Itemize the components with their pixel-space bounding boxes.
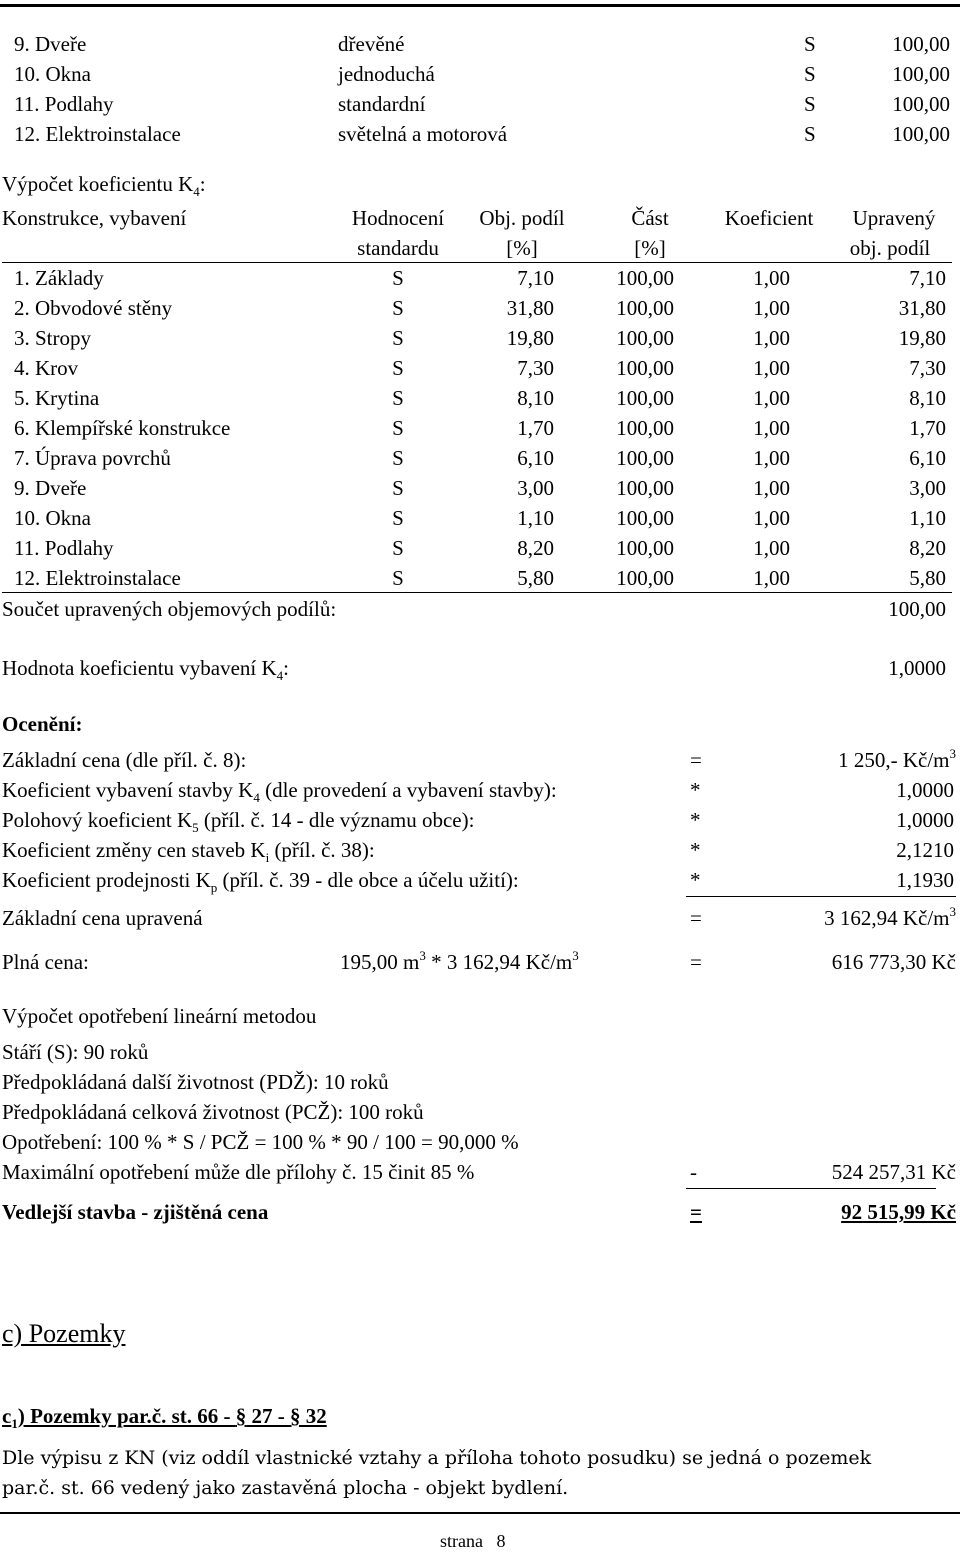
base-label: Základní cena (dle příl. č. 8): <box>2 748 247 772</box>
k4-row-adjusted: 6,10 <box>909 446 946 470</box>
k4-row-part: 100,00 <box>616 326 674 350</box>
k4-row-coefficient: 1,00 <box>753 326 790 350</box>
k4-row-share: 8,10 <box>517 386 554 410</box>
full-calc: 195,00 $m^3 * 3$ 162,94 $Kč/m^3$ <box>340 948 579 974</box>
k4-row-name: 7. Úprava povrchů <box>14 446 171 470</box>
full-label: Plná cena: <box>2 950 89 974</box>
k4-coef-value: 1,0000 <box>896 778 954 802</box>
k4-row-name: 11. Podlahy <box>14 536 114 560</box>
top-row-value: 100,00 <box>892 92 950 116</box>
k4-title: Výpočet koeficientu $K_4$: <box>2 172 206 200</box>
k4-row-adjusted: 1,10 <box>909 506 946 530</box>
section-subtitle: $c_1$) Pozemky par.č. st. 66 - § 27 - § 32 <box>2 1404 327 1432</box>
section-para-1: Dle výpisu z KN (viz oddíl vlastnické vztahy a příloha tohoto posudku) se jedná o pozemek <box>2 1447 872 1469</box>
k4-coef-label: Koeficient vybavení stavby $K_4$ (dle provedení a vybavení stavby): <box>2 778 557 806</box>
kp-coef-label: Koeficient prodejnosti $K_p$ (příl. č. 39 - dle obce a účelu užití): <box>2 868 519 896</box>
k4-row-coefficient: 1,00 <box>753 356 790 380</box>
top-row-type: standardní <box>338 92 426 116</box>
k4-row-adjusted: 3,00 <box>909 476 946 500</box>
k4-row-part: 100,00 <box>616 266 674 290</box>
header-adjusted-2: obj. podíl <box>849 236 931 260</box>
k5-coef-label: Polohový koeficient $K_5$ (příl. č. 14 - dle významu obce): <box>2 808 475 836</box>
k4-row-share: 8,20 <box>517 536 554 560</box>
top-row-type: jednoduchá <box>338 62 435 86</box>
k4-row-standard: S <box>392 536 404 560</box>
k4-row-coefficient: 1,00 <box>753 416 790 440</box>
adj-label: Základní cena upravená <box>2 906 203 930</box>
header-rule <box>2 262 952 263</box>
k4-row-standard: S <box>392 566 404 590</box>
valuation-title: Ocenění: <box>2 712 83 736</box>
adj-op: = <box>690 906 702 930</box>
k4-row-part: 100,00 <box>616 446 674 470</box>
k4-row-share: 3,00 <box>517 476 554 500</box>
kp-rule <box>686 896 956 897</box>
k4-row-coefficient: 1,00 <box>753 506 790 530</box>
k4-row-name: 12. Elektroinstalace <box>14 566 181 590</box>
k4-row-part: 100,00 <box>616 506 674 530</box>
k4-row-adjusted: 19,80 <box>898 326 946 350</box>
depr-remaining: Předpokládaná další životnost (PDŽ): 10 roků <box>2 1070 389 1094</box>
top-row-name: 9. Dveře <box>14 32 87 56</box>
top-border <box>0 4 960 7</box>
k4-row-standard: S <box>392 356 404 380</box>
top-row-value: 100,00 <box>892 122 950 146</box>
depr-max-label: Maximální opotřebení může dle přílohy č. 15 činit 85 % <box>2 1160 475 1184</box>
k4-row-coefficient: 1,00 <box>753 476 790 500</box>
header-adjusted-1: Upravený <box>852 206 936 230</box>
k4-row-name: 6. Klempířské konstrukce <box>14 416 231 440</box>
k4-row-coefficient: 1,00 <box>753 536 790 560</box>
base-op: = <box>690 748 702 772</box>
top-row-value: 100,00 <box>892 62 950 86</box>
k4-row-name: 3. Stropy <box>14 326 92 350</box>
k4-row-name: 1. Základy <box>14 266 104 290</box>
k4-row-share: 19,80 <box>506 326 554 350</box>
top-row-value: 100,00 <box>892 32 950 56</box>
header-part-1: Část <box>631 206 669 230</box>
ki-coef-op: * <box>690 838 701 862</box>
k4-row-name: 5. Krytina <box>14 386 100 410</box>
header-rating-1: Hodnocení <box>351 206 445 230</box>
depr-total: Předpokládaná celková životnost (PCŽ): 100 roků <box>2 1100 424 1124</box>
full-op: = <box>690 950 702 974</box>
coef-label: Hodnota koeficientu vybavení $K_4$: <box>2 656 290 684</box>
k4-row-coefficient: 1,00 <box>753 446 790 470</box>
sum-label: Součet upravených objemových podílů: <box>2 597 337 621</box>
k4-row-share: 7,30 <box>517 356 554 380</box>
k4-row-share: 5,80 <box>517 566 554 590</box>
k4-row-adjusted: 8,10 <box>909 386 946 410</box>
result-op: = <box>690 1200 702 1224</box>
k4-row-share: 31,80 <box>506 296 554 320</box>
adj-value: 3 162,94 $Kč/m^3$ <box>824 904 956 930</box>
header-construction: Konstrukce, vybavení <box>2 206 187 230</box>
depr-wear: Opotřebení: 100 % * S / PCŽ = 100 % * 90 / 100 = 90,000 % <box>2 1130 519 1154</box>
k4-row-part: 100,00 <box>616 416 674 440</box>
sum-value: 100,00 <box>888 597 946 621</box>
header-part-2: [%] <box>634 236 666 260</box>
top-row-name: 10. Okna <box>14 62 91 86</box>
k4-row-standard: S <box>392 296 404 320</box>
k4-row-standard: S <box>392 326 404 350</box>
rows-bottom-rule <box>2 592 952 593</box>
k4-row-adjusted: 7,10 <box>909 266 946 290</box>
k4-row-coefficient: 1,00 <box>753 296 790 320</box>
k4-row-standard: S <box>392 416 404 440</box>
k4-row-adjusted: 8,20 <box>909 536 946 560</box>
depr-max-op: - <box>690 1160 697 1184</box>
k4-row-share: 1,70 <box>517 416 554 440</box>
k4-row-part: 100,00 <box>616 296 674 320</box>
k4-row-adjusted: 5,80 <box>909 566 946 590</box>
k4-row-standard: S <box>392 446 404 470</box>
k4-row-coefficient: 1,00 <box>753 266 790 290</box>
k4-row-share: 6,10 <box>517 446 554 470</box>
k4-row-adjusted: 31,80 <box>898 296 946 320</box>
top-row-type: dřevěné <box>338 32 405 56</box>
page-footer: strana 8 <box>440 1531 506 1551</box>
k5-coef-value: 1,0000 <box>896 808 954 832</box>
top-row-std: S <box>804 92 816 116</box>
k4-row-share: 1,10 <box>517 506 554 530</box>
k4-row-standard: S <box>392 266 404 290</box>
base-value: 1 250,- $Kč/m^3$ <box>838 746 956 772</box>
top-row-std: S <box>804 62 816 86</box>
result-value: 92 515,99 Kč <box>841 1200 956 1224</box>
k4-row-standard: S <box>392 476 404 500</box>
ki-coef-value: 2,1210 <box>896 838 954 862</box>
top-row-std: S <box>804 32 816 56</box>
k5-coef-op: * <box>690 808 701 832</box>
depr-max-rule <box>686 1188 936 1189</box>
k4-row-name: 9. Dveře <box>14 476 87 500</box>
k4-row-adjusted: 1,70 <box>909 416 946 440</box>
section-title: c) Pozemky <box>2 1319 126 1348</box>
k4-row-part: 100,00 <box>616 566 674 590</box>
coef-value: 1,0000 <box>888 656 946 680</box>
k4-row-standard: S <box>392 386 404 410</box>
depr-title: Výpočet opotřebení lineární metodou <box>2 1004 317 1028</box>
top-row-name: 11. Podlahy <box>14 92 114 116</box>
top-row-std: S <box>804 122 816 146</box>
k4-row-share: 7,10 <box>517 266 554 290</box>
k4-row-part: 100,00 <box>616 536 674 560</box>
k4-row-coefficient: 1,00 <box>753 386 790 410</box>
k4-row-name: 10. Okna <box>14 506 91 530</box>
ki-coef-label: Koeficient změny cen staveb $K_i$ (příl. č. 38): <box>2 838 375 866</box>
header-coef: Koeficient <box>724 206 814 230</box>
header-share-1: Obj. podíl <box>479 206 565 230</box>
k4-row-coefficient: 1,00 <box>753 566 790 590</box>
k4-row-name: 4. Krov <box>14 356 79 380</box>
top-row-name: 12. Elektroinstalace <box>14 122 181 146</box>
section-para-2: par.č. st. 66 vedený jako zastavěná plocha - objekt bydlení. <box>2 1477 569 1499</box>
k4-row-adjusted: 7,30 <box>909 356 946 380</box>
kp-coef-op: * <box>690 868 701 892</box>
depr-max-value: 524 257,31 Kč <box>831 1160 956 1184</box>
k4-row-part: 100,00 <box>616 476 674 500</box>
kp-coef-value: 1,1930 <box>896 868 954 892</box>
header-rating-2: standardu <box>357 236 439 260</box>
k4-row-part: 100,00 <box>616 356 674 380</box>
full-value: 616 773,30 Kč <box>831 950 956 974</box>
k4-row-standard: S <box>392 506 404 530</box>
result-label: Vedlejší stavba - zjištěná cena <box>2 1200 269 1224</box>
depr-age: Stáří (S): 90 roků <box>2 1040 149 1064</box>
footer-rule <box>0 1512 960 1514</box>
k4-row-name: 2. Obvodové stěny <box>14 296 173 320</box>
top-row-type: světelná a motorová <box>338 122 508 146</box>
k4-row-part: 100,00 <box>616 386 674 410</box>
k4-coef-op: * <box>690 778 701 802</box>
header-share-2: [%] <box>506 236 538 260</box>
